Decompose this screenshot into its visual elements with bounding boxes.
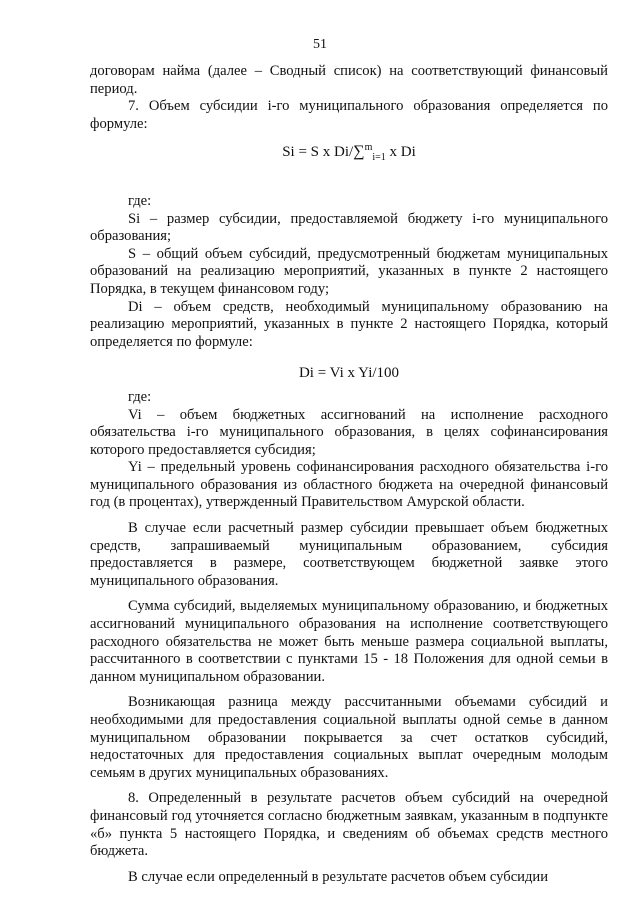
formula-di: Di = Vi x Yi/100 xyxy=(298,365,400,382)
sum-symbol: ∑ xyxy=(353,143,365,161)
definition-si: Si – размер субсидии, предоставляемой бюджету i-го муниципального образования; xyxy=(90,210,608,245)
sum-upper-limit: m xyxy=(364,142,373,154)
definition-di: Di – объем средств, необходимый муниципальному образованию на реализацию мероприятий, указанных в пункте 2 настоящего Порядка, который определяется по формуле: xyxy=(90,298,608,350)
page-number: 51 xyxy=(313,37,327,52)
paragraph-excess: В случае если расчетный размер субсидии превышает объем бюджетных средств, запрашиваемый муниципальным образованием, субсидия предоставляется в размере, соответствующем бюджетной заявке этого муниципального образования. xyxy=(90,520,608,589)
sum-lower-limit: i=1 xyxy=(372,152,386,164)
document-body xyxy=(90,63,608,886)
paragraph-item-8: 8. Определенный в результате расчетов объем субсидий на очередной финансовый год уточняется согласно бюджетным заявкам, указанным в подпункте «б» пункта 5 настоящего Порядка, и сведениям об объемах средств местного бюджета. xyxy=(90,790,608,860)
label-gde: где: xyxy=(128,192,152,209)
paragraph-difference: Возникающая разница между рассчитанными объемами субсидий и необходимыми для предоставления социальной выплаты одной семье в данном муниципальном образовании покрывается за счет остатков субсидий, недостаточных для предоставления социальных выплат очередным молодым семьям в других муниципальных образованиях. xyxy=(90,694,608,781)
paragraph-case: В случае если определенный в результате расчетов объем субсидии xyxy=(128,868,549,885)
definition-yi: Yi – предельный уровень софинансирования расходного обязательства i-го муниципального образования из областного бюджета на очередной финансовый год (в процентах), утвержденный Правительством Амурской области. xyxy=(90,459,608,511)
formula-right: x Di xyxy=(385,144,416,161)
formula-subsidy xyxy=(90,139,608,167)
definition-s: S – общий объем субсидий, предусмотренный бюджетам муниципальных образований на реализацию мероприятий, указанных в пункте 2 настоящего Порядка, в текущем финансовом году; xyxy=(90,245,608,297)
formula-left: Si = S x Di/ xyxy=(282,144,354,161)
definition-vi: Vi – объем бюджетных ассигнований на исполнение расходного обязательства i-го муниципального образования, в целях софинансирования которого предоставляется субсидия; xyxy=(90,406,608,458)
paragraph-sum: Сумма субсидий, выделяемых муниципальному образованию, и бюджетных ассигнований муниципального образования на исполнение соответствующего расходного обязательства не может быть меньше размера социальной выплаты, рассчитанного в соответствии с пунктами 15 - 18 Положения для одной семьи в данном муниципальном образовании. xyxy=(90,598,608,685)
paragraph-item-7: 7. Объем субсидии i-го муниципального образования определяется по формуле: xyxy=(90,98,608,132)
paragraph-continuation: договорам найма (далее – Сводный список) на соответствующий финансовый период. xyxy=(90,63,608,97)
label-gde-2: где: xyxy=(128,388,152,405)
